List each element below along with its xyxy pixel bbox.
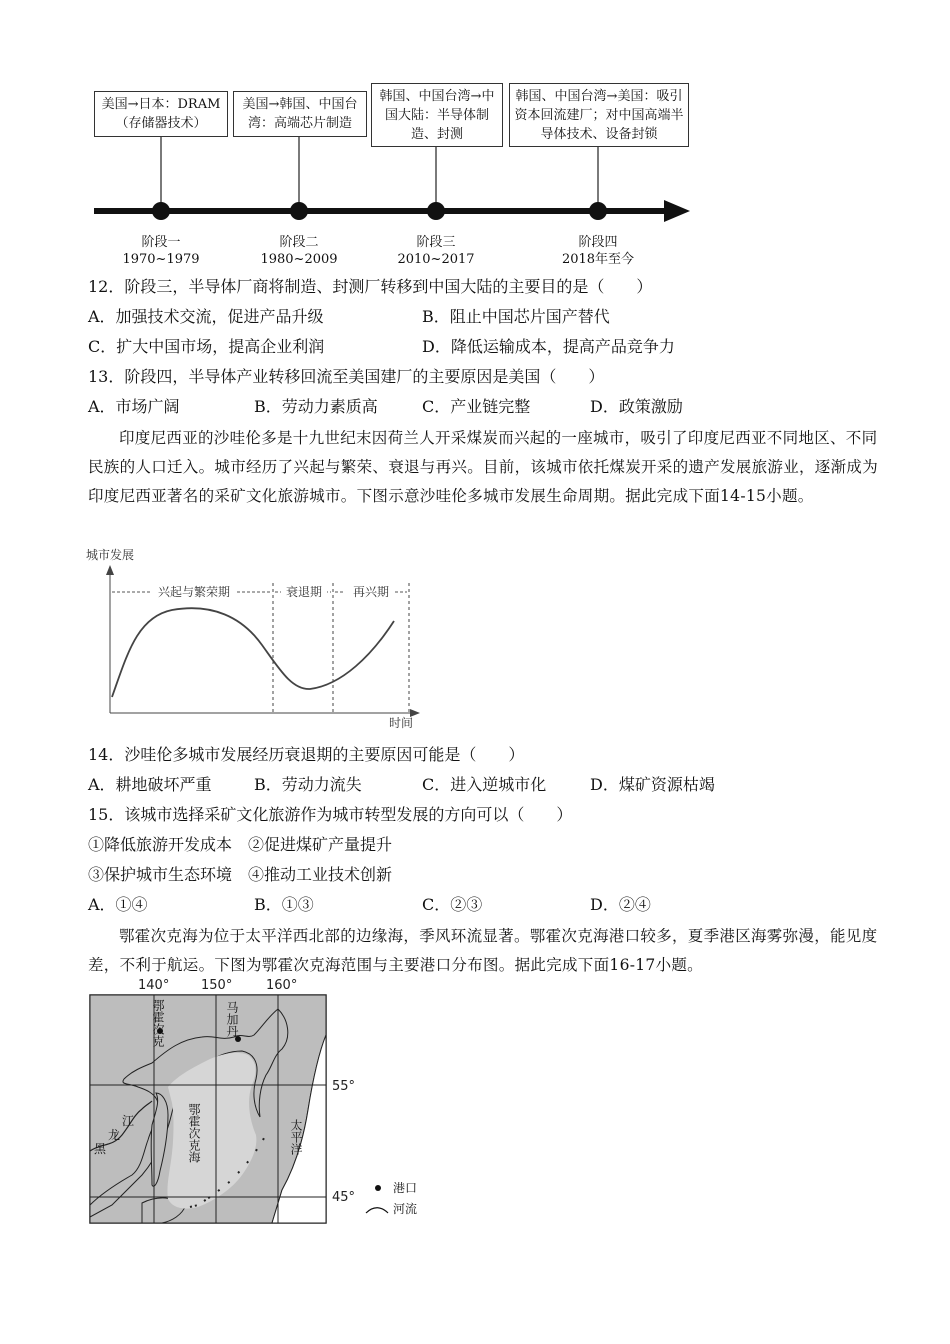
lon-label-150: 150° — [201, 978, 233, 993]
q12-option-c[interactable]: C．扩大中国市场，提高企业利润 — [88, 337, 325, 356]
q13-option-a[interactable]: A．市场广阔 — [88, 397, 180, 416]
chart-ylabel: 城市发展 — [86, 548, 135, 562]
q15-option-a[interactable]: A．①④ — [88, 895, 148, 914]
chart-y-arrow — [106, 565, 114, 575]
q15-option-b[interactable]: B．①③ — [254, 895, 314, 914]
lon-label-140: 140° — [138, 978, 170, 993]
q14-option-b[interactable]: B．劳动力流失 — [254, 775, 362, 794]
q14-option-c[interactable]: C．进入逆城市化 — [422, 775, 547, 794]
river-char-hei: 黑 — [94, 1142, 107, 1156]
label-sea: 鄂霍次克海 — [187, 1103, 201, 1163]
stage-1-name: 阶段一 — [141, 235, 181, 250]
stage-2 — [244, 234, 354, 268]
stage-2-name: 阶段二 — [279, 235, 319, 250]
stage-4-name: 阶段四 — [578, 235, 618, 250]
stage-3-period: 2010~2017 — [397, 252, 475, 267]
river-char-long: 龙 — [108, 1128, 121, 1142]
stage-3 — [381, 234, 491, 268]
timeline-box-2: 美国→韩国、中国台湾：高端芯片制造 — [233, 91, 367, 137]
river-char-jiang: 江 — [122, 1114, 135, 1128]
q15-statements-1: ①降低旅游开发成本 ②促进煤矿产量提升 — [88, 835, 393, 854]
chart-xlabel: 时间 — [389, 716, 414, 730]
q15-option-c[interactable]: C．②③ — [422, 895, 483, 914]
passage-okhotsk: 鄂霍次克海为位于太平洋西北部的边缘海，季风环流显著。鄂霍次克海港口较多，夏季港区海雾弥漫，能见度差，不利于航运。下图为鄂霍次克海范围与主要港口分布图。据此完成下面16-17小题。 — [88, 927, 878, 974]
timeline-node-4 — [589, 202, 607, 220]
label-magadan: 马加丹 — [225, 1001, 239, 1037]
phase-label-rise: 兴起与繁荣期 — [157, 585, 231, 599]
q15-stem: 15．该城市选择采矿文化旅游作为城市转型发展的方向可以（ ） — [88, 805, 573, 824]
stage-3-name: 阶段三 — [416, 235, 456, 250]
timeline-node-1 — [152, 202, 170, 220]
q14-option-a[interactable]: A．耕地破坏严重 — [88, 775, 212, 794]
timeline-box-3: 韩国、中国台湾→中国大陆：半导体制造、封测 — [371, 83, 503, 147]
stage-4 — [543, 234, 653, 268]
timeline-node-3 — [427, 202, 445, 220]
q13-stem: 13．阶段四，半导体产业转移回流至美国建厂的主要原因是美国（ ） — [88, 367, 605, 386]
q15-option-d[interactable]: D．②④ — [590, 895, 651, 914]
stage-4-period: 2018年至今 — [561, 252, 635, 267]
lat-label-45: 45° — [332, 1190, 356, 1205]
q13-option-b[interactable]: B．劳动力素质高 — [254, 397, 378, 416]
q12-option-a[interactable]: A．加强技术交流，促进产品升级 — [88, 307, 324, 326]
stage-1-period: 1970~1979 — [122, 252, 200, 267]
lat-label-55: 55° — [332, 1079, 356, 1094]
okhotsk-map — [82, 975, 442, 1230]
legend-river-label: 河流 — [393, 1202, 418, 1216]
passage-sawahlunto: 印度尼西亚的沙哇伦多是十九世纪末因荷兰人开采煤炭而兴起的一座城市，吸引了印度尼西亚不同地区、不同民族的人口迁入。城市经历了兴起与繁荣、衰退与再兴。目前，该城市依托煤炭开采的遗产发展旅游业，逐渐成为印度尼西亚著名的采矿文化旅游城市。下图示意沙哇伦多城市发展生命周期。据此完成下面14-15小题。 — [88, 429, 879, 505]
q13-option-c[interactable]: C．产业链完整 — [422, 397, 531, 416]
label-pacific: 太平洋 — [289, 1119, 303, 1155]
phase-label-decline: 衰退期 — [285, 585, 323, 599]
legend-port-label: 港口 — [393, 1181, 418, 1195]
lon-label-160: 160° — [266, 978, 298, 993]
q15-statements-2: ③保护城市生态环境 ④推动工业技术创新 — [88, 865, 393, 884]
timeline-box-4: 韩国、中国台湾→美国：吸引资本回流建厂；对中国高端半导体技术、设备封锁 — [509, 83, 689, 147]
timeline-box-1: 美国→日本：DRAM（存储器技术） — [94, 91, 228, 137]
phase-label-revival: 再兴期 — [352, 585, 390, 599]
timeline-node-2 — [290, 202, 308, 220]
q12-stem: 12．阶段三，半导体厂商将制造、封测厂转移到中国大陆的主要目的是（ ） — [88, 277, 653, 296]
legend-river-line — [366, 1208, 388, 1213]
legend-port-marker — [375, 1185, 381, 1191]
timeline-arrow-head — [664, 200, 690, 222]
stage-1 — [106, 234, 216, 268]
timeline-axis — [0, 0, 950, 240]
q14-option-d[interactable]: D．煤矿资源枯竭 — [590, 775, 715, 794]
q14-stem: 14．沙哇伦多城市发展经历衰退期的主要原因可能是（ ） — [88, 745, 525, 764]
q12-option-b[interactable]: B．阻止中国芯片国产替代 — [422, 307, 610, 326]
q12-option-d[interactable]: D．降低运输成本，提高产品竞争力 — [422, 337, 675, 356]
stage-2-period: 1980~2009 — [260, 252, 338, 267]
city-lifecycle-chart — [82, 545, 432, 735]
q13-option-d[interactable]: D．政策激励 — [590, 397, 683, 416]
label-okhotsk-port-vertical: 鄂霍次克 — [151, 999, 165, 1047]
development-curve — [112, 608, 394, 697]
